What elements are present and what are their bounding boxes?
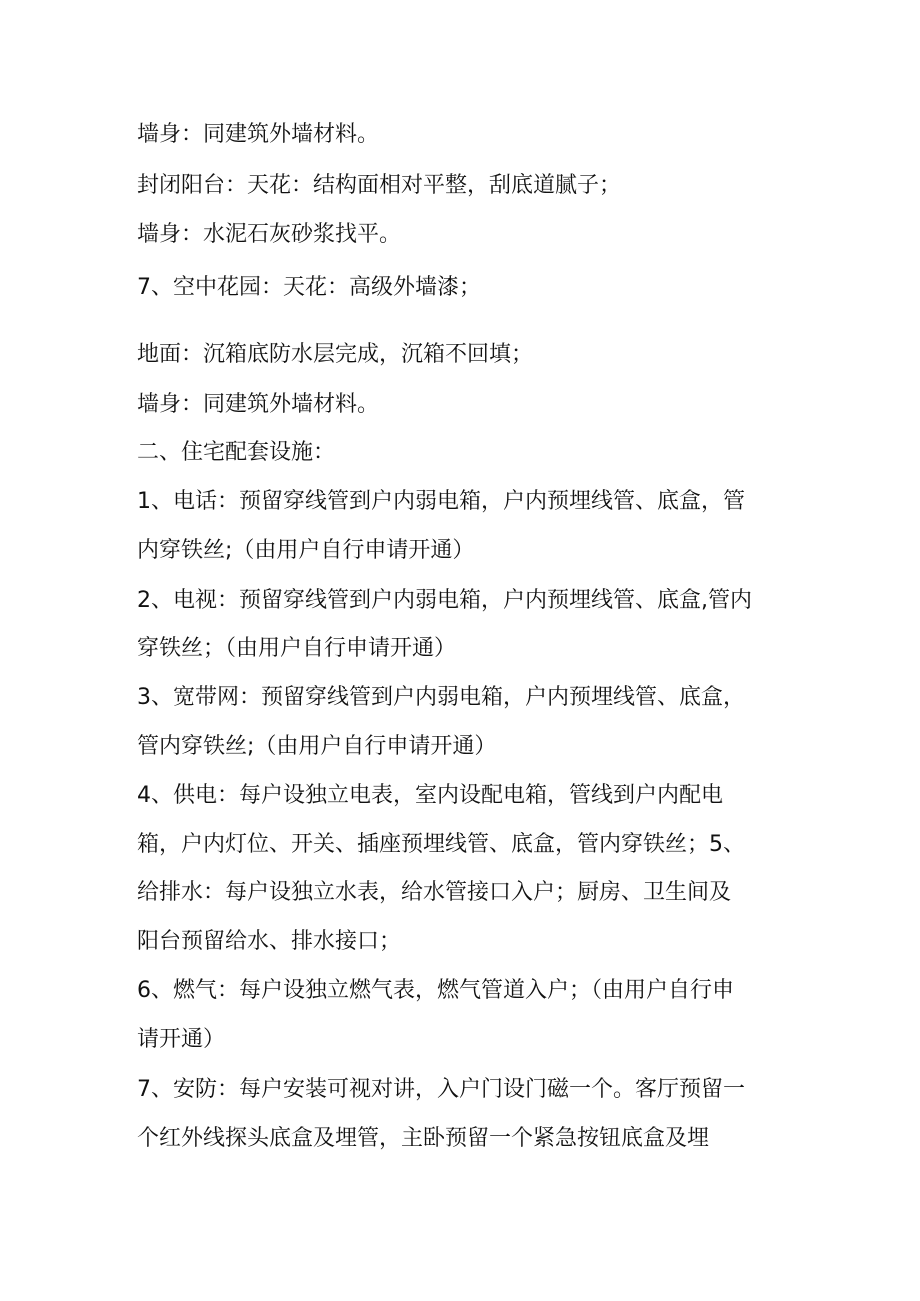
text-line: 6、燃气：每户设独立燃气表，燃气管道入户；（由用户自行申 [137, 978, 734, 1003]
text-line: 请开通） [137, 1027, 226, 1052]
text-line: 1、电话：预留穿线管到户内弱电箱，户内预埋线管、底盒，管 [137, 489, 745, 514]
text-line: 3、宽带网：预留穿线管到户内弱电箱，户内预埋线管、底盒， [137, 685, 745, 710]
section-heading: 二、住宅配套设施： [137, 440, 336, 465]
text-line: 阳台预留给水、排水接口； [137, 929, 402, 954]
text-line: 7、安防：每户安装可视对讲，入户门设门磁一个。客厅预留一 [137, 1077, 745, 1102]
text-line: 箱，户内灯位、开关、插座预埋线管、底盒，管内穿铁丝；5、 [137, 832, 745, 857]
text-line: 7、空中花园：天花：高级外墙漆； [137, 275, 481, 300]
text-line: 给排水：每户设独立水表，给水管接口入户；厨房、卫生间及 [137, 880, 732, 905]
text-line: 内穿铁丝;（由用户自行申请开通） [137, 538, 475, 563]
text-line: 管内穿铁丝;（由用户自行申请开通） [137, 734, 497, 759]
text-line: 个红外线探头底盒及埋管，主卧预留一个紧急按钮底盒及埋 [137, 1126, 710, 1151]
text-line: 封闭阳台：天花：结构面相对平整，刮底道腻子； [137, 173, 622, 198]
text-line: 穿铁丝；（由用户自行申请开通） [137, 636, 457, 661]
text-line: 4、供电：每户设独立电表，室内设配电箱，管线到户内配电 [137, 783, 723, 808]
text-line: 地面：沉箱底防水层完成，沉箱不回填； [137, 342, 534, 367]
text-line: 2、电视：预留穿线管到户内弱电箱，户内预埋线管、底盒,管内 [137, 588, 752, 613]
text-line: 墙身：同建筑外墙材料。 [137, 392, 380, 417]
text-line: 墙身：水泥石灰砂浆找平。 [137, 222, 402, 247]
text-line: 墙身：同建筑外墙材料。 [137, 122, 380, 147]
